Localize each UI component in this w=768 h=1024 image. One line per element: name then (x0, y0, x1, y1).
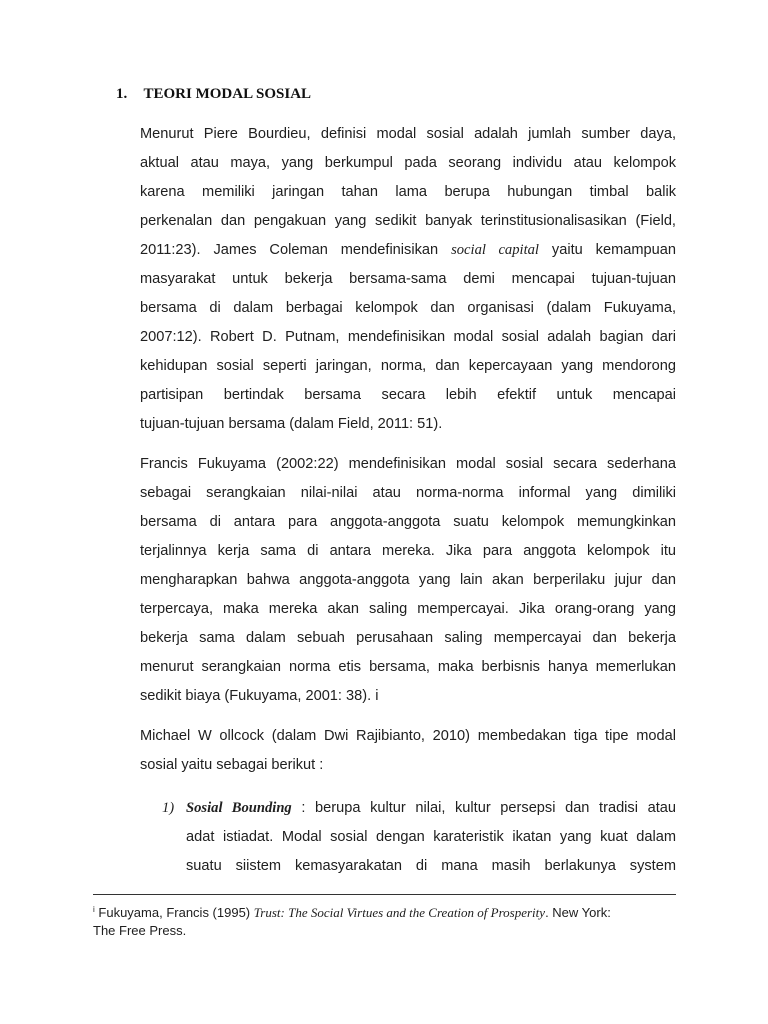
section-number: 1. (116, 86, 128, 102)
paragraph-woolcock (140, 722, 676, 780)
list-marker: 1) (162, 800, 175, 816)
line-text: 2011:23). James Coleman mendefinisikan (140, 242, 439, 258)
list-term: Sosial Bounding (186, 800, 292, 816)
footnote-text: Fukuyama, Francis (1995) (98, 905, 251, 920)
paragraph-line: sosial yaitu sebagai berikut : (140, 757, 324, 773)
paragraph-line: partisipan bertindak bersama secara lebih efektif untuk mencapai (140, 387, 676, 403)
footnote-text: . New York: (545, 905, 611, 920)
paragraph-line: terpercaya, maka mereka akan saling mempercayai. Jika orang-orang yang (140, 601, 676, 617)
list-line: suatu siistem kemasyarakatan di mana masih berlakunya system (186, 858, 676, 874)
paragraph-line: Menurut Piere Bourdieu, definisi modal sosial adalah jumlah sumber daya, (140, 126, 676, 142)
footnote-marker: i (93, 905, 95, 914)
list-item (162, 794, 676, 881)
list-line: adat istiadat. Modal sosial dengan karateristik ikatan yang kuat dalam (186, 829, 676, 845)
paragraph-line: sedikit biaya (Fukuyama, 2001: 38). i (140, 688, 379, 704)
italic-term: social capital (451, 242, 539, 258)
paragraph-line: sebagai serangkaian nilai-nilai atau norma-norma informal yang dimiliki (140, 485, 676, 501)
line-text: yaitu kemampuan (551, 242, 676, 258)
paragraph-line: bersama di dalam berbagai kelompok dan organisasi (dalam Fukuyama, (140, 300, 676, 316)
footnote (93, 901, 676, 940)
paragraph-line: 2007:12). Robert D. Putnam, mendefinisikan modal sosial adalah bagian dari (140, 329, 676, 345)
footnote-line (93, 901, 676, 922)
paragraph-bourdieu (140, 120, 676, 439)
paragraph-line: bersama di antara para anggota-anggota suatu kelompok memungkinkan (140, 514, 676, 530)
paragraph-fukuyama (140, 450, 676, 711)
paragraph-line (140, 236, 676, 265)
line-text: : berupa kultur nilai, kultur persepsi dan tradisi atau (301, 800, 676, 816)
section-title: TEORI MODAL SOSIAL (143, 86, 312, 102)
paragraph-line: tujuan-tujuan bersama (dalam Field, 2011: 51). (140, 416, 443, 432)
paragraph-line: Francis Fukuyama (2002:22) mendefinisikan modal sosial secara sederhana (140, 456, 676, 472)
paragraph-line: menurut serangkaian norma etis bersama, maka berbisnis hanya memerlukan (140, 659, 676, 675)
paragraph-line: Michael W ollcock (dalam Dwi Rajibianto, 2010) membedakan tiga tipe modal (140, 728, 676, 744)
paragraph-line: bekerja sama dalam sebuah perusahaan saling mempercayai dan bekerja (140, 630, 676, 646)
paragraph-line: karena memiliki jaringan tahan lama berupa hubungan timbal balik (140, 184, 676, 200)
paragraph-line: mengharapkan bahwa anggota-anggota yang lain akan berperilaku jujur dan (140, 572, 676, 588)
footnote-line: The Free Press. (93, 923, 187, 938)
footnote-separator (93, 894, 676, 895)
footnote-book-title: Trust: The Social Virtues and the Creation of Prosperity (253, 905, 546, 920)
section-heading (116, 86, 311, 103)
list-line (186, 794, 676, 823)
paragraph-line: perkenalan dan pengakuan yang sedikit banyak terinstitusionalisasikan (Field, (140, 213, 676, 229)
paragraph-line: aktual atau maya, yang berkumpul pada seorang individu atau kelompok (140, 155, 676, 171)
paragraph-line: masyarakat untuk bekerja bersama-sama demi mencapai tujuan-tujuan (140, 271, 676, 287)
paragraph-line: kehidupan sosial seperti jaringan, norma, dan kepercayaan yang mendorong (140, 358, 676, 374)
paragraph-line: terjalinnya kerja sama di antara mereka. Jika para anggota kelompok itu (140, 543, 676, 559)
